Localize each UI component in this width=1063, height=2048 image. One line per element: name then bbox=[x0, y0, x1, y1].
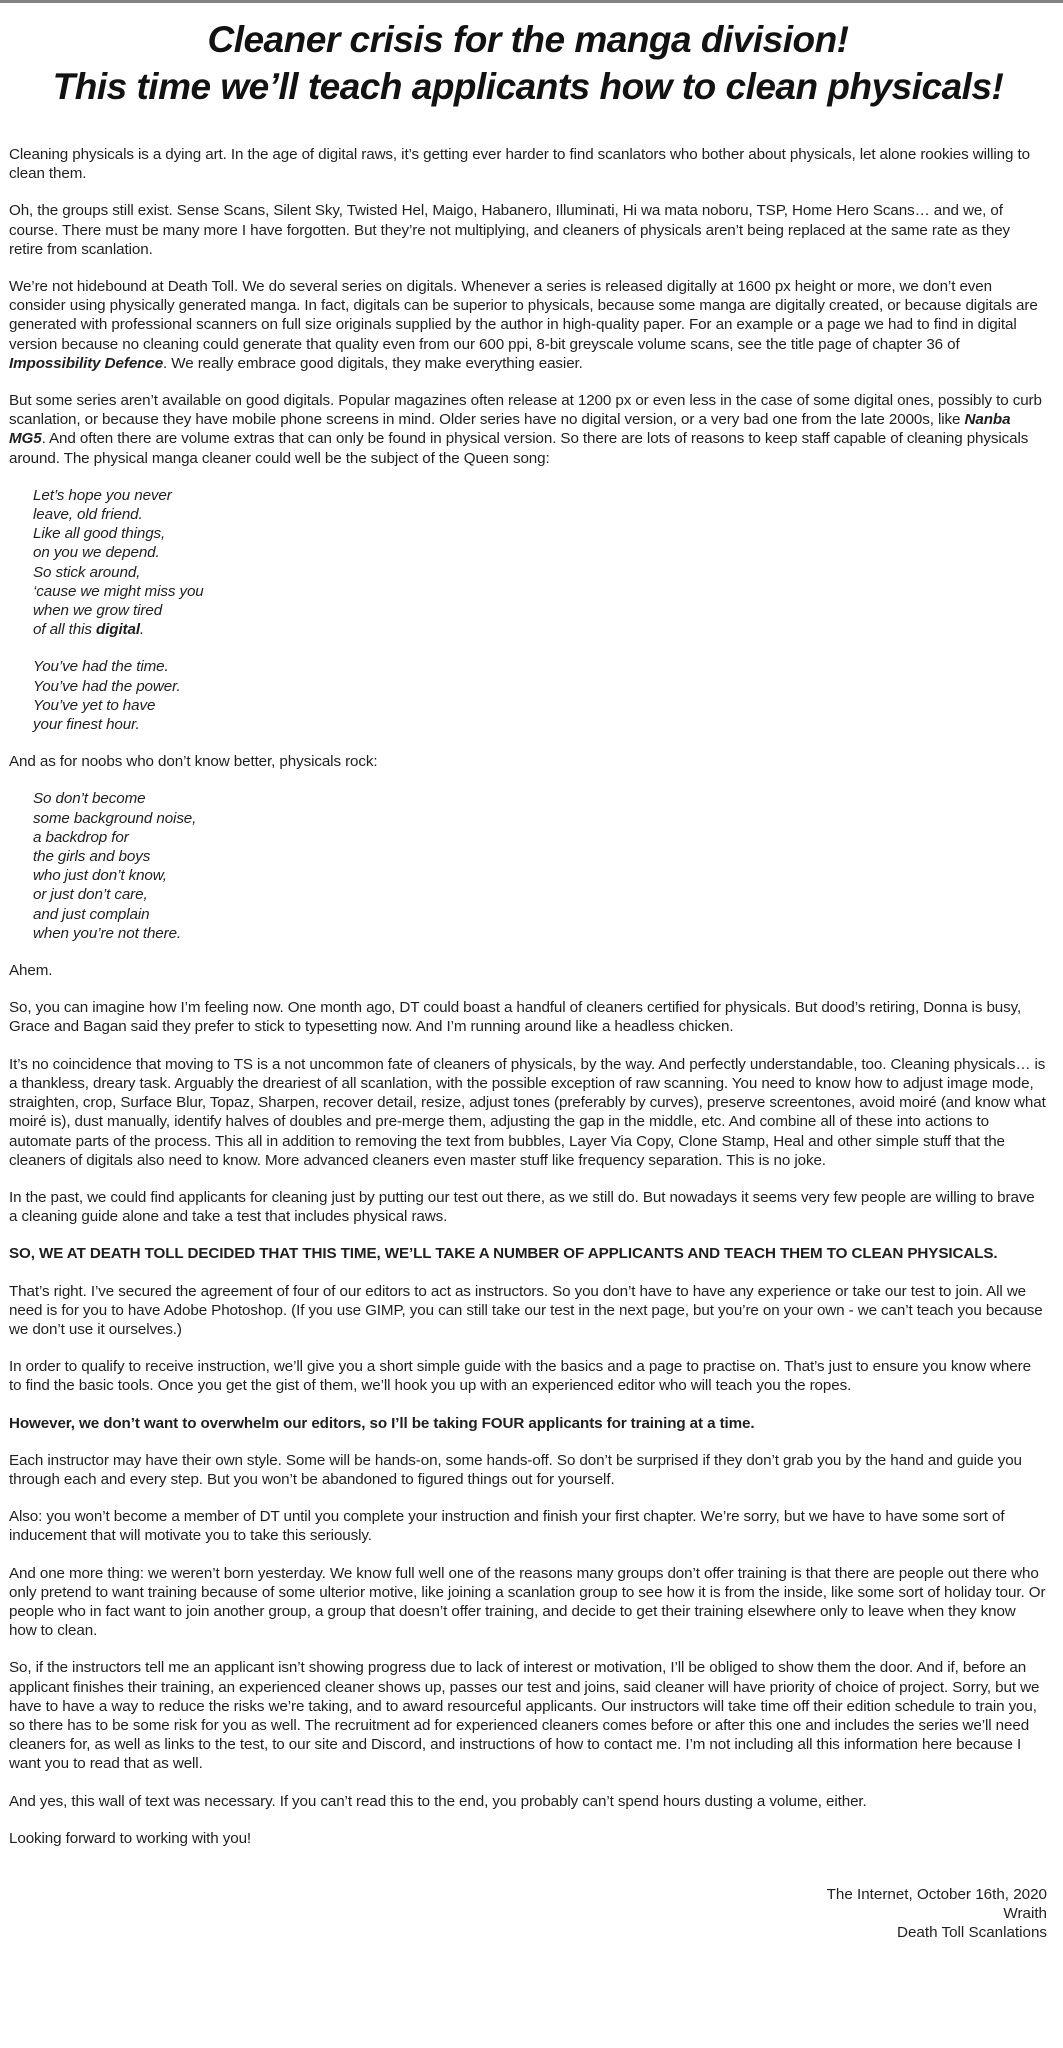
stanza-line-text-end: . bbox=[140, 621, 145, 639]
paragraph-feeling: So, you can imagine how I’m feeling now. One month ago, DT could boast a handful of cleaners certified for physicals. But dood’s retiring, Donna is busy, Grace and Bagan said they prefer to stick to typesetting now. And I’m running around like a headless chicken. bbox=[9, 999, 1022, 1036]
paragraph-risks: So, if the instructors tell me an applicant isn’t showing progress due to lack of interest or motivation, I’ll be obliged to show them the door. And if, before an applicant finishes their training, an experienced cleaner shows up, passes our test and joins, said cleaner will have priority of choice of project. Sorry, but we have to have a way to reduce the risks we’re taking, and to award resourceful applicants. Our instructors will take time off their edition schedule to train you, so there has to be some risk for you as well. The recruitment ad for experienced cleaners comes before or after this one and includes the series we’ll need cleaners for, as well as links to the test, to our site and Discord, and instructions of how to contact me. I’m not including all this information here because I want you to read that as well. bbox=[9, 1659, 1040, 1773]
stanza-line: on you we depend. bbox=[33, 544, 160, 562]
signature-group: Death Toll Scanlations bbox=[897, 1924, 1047, 1942]
signature-author: Wraith bbox=[1003, 1905, 1047, 1923]
paragraph-looking-forward: Looking forward to working with you! bbox=[9, 1829, 252, 1847]
stanza-line: So stick around, bbox=[33, 563, 141, 581]
stanza-line: when you’re not there. bbox=[33, 924, 182, 942]
stanza-line: who just don’t know, bbox=[33, 867, 167, 885]
paragraph-groups: Oh, the groups still exist. Sense Scans, Silent Sky, Twisted Hel, Maigo, Habanero, Illuminati, Hi wa mata noboru, TSP, Home Hero Scans… and we, of course. There must be many more I have forgotten. But they’re not multiplying, and cleaners of physicals aren’t being replaced at the same rate as they retire from scanlation. bbox=[9, 202, 1011, 258]
page-title bbox=[9, 17, 1047, 111]
paragraph-four-applicants: However, we don’t want to overwhelm our editors, so I’ll be taking FOUR applicants for training at a time. bbox=[9, 1414, 755, 1432]
stanza-line: your finest hour. bbox=[33, 716, 140, 734]
paragraph-one-more-thing: And one more thing: we weren’t born yesterday. We know full well one of the reasons many groups don’t offer training is that there are people out there who only pretend to want training because of some ulterior motive, like joining a scanlation group to see how it is from the inside, like some sort of holiday tour. Or people who in fact want to join another group, a group that doesn’t offer training, and decide to get their training elsewhere only to leave when they know how to clean. bbox=[9, 1564, 1046, 1640]
paragraph-noobs: And as for noobs who don’t know better, physicals rock: bbox=[9, 753, 378, 771]
paragraph-thats-right: That’s right. I’ve secured the agreement of four of our editors to act as instructors. So you don’t have to have any experience or take our test to join. All we need is for you to have Adobe Photoshop. (If you use GIMP, you can still take our test in the next page, but you’re on your own - we can’t teach you because we don’t use it ourselves.) bbox=[9, 1282, 1043, 1338]
paragraph-availability-text: But some series aren’t available on good digitals. Popular magazines often release at 1200 px or even less in the case of some digital ones, possibly to curb scanlation, or because they have mobile phone screens in mind. Older series have no digital version, or a very bad one from the late 2000s, like bbox=[9, 392, 1042, 429]
paragraph-wall-of-text: And yes, this wall of text was necessary. If you can’t read this to the end, you probably can’t spend hours dusting a volume, either. bbox=[9, 1792, 867, 1810]
paragraph-announcement: SO, WE AT DEATH TOLL DECIDED THAT THIS TIME, WE’LL TAKE A NUMBER OF APPLICANTS AND TEACH THEM TO CLEAN PHYSICALS. bbox=[9, 1245, 998, 1263]
song-quote-stanza-2 bbox=[33, 657, 1047, 734]
series-title-impossibility-defence: Impossibility Defence bbox=[9, 354, 164, 372]
stanza-line: ‘cause we might miss you bbox=[33, 582, 204, 600]
stanza-line: and just complain bbox=[33, 905, 150, 923]
stanza-line: or just don’t care, bbox=[33, 886, 148, 904]
paragraph-availability bbox=[9, 391, 1047, 468]
paragraph-ahem: Ahem. bbox=[9, 962, 53, 980]
stanza-line: when we grow tired bbox=[33, 602, 163, 620]
stanza-line: Let’s hope you never bbox=[33, 486, 172, 504]
stanza-line bbox=[33, 620, 1047, 639]
stanza-line: some background noise, bbox=[33, 809, 197, 827]
paragraph-membership: Also: you won’t become a member of DT until you complete your instruction and finish your first chapter. We’re sorry, but we have to have some sort of inducement that will motivate you to take this seriously. bbox=[9, 1508, 1005, 1545]
paragraph-hidebound bbox=[9, 277, 1047, 373]
emphasis-digital: digital bbox=[95, 621, 140, 639]
stanza-line: the girls and boys bbox=[33, 848, 151, 866]
stanza-line: a backdrop for bbox=[33, 828, 129, 846]
paragraph-hidebound-text-end: . We really embrace good digitals, they make everything easier. bbox=[163, 354, 583, 372]
stanza-line: So don’t become bbox=[33, 790, 146, 808]
paragraph-qualify: In order to qualify to receive instruction, we’ll give you a short simple guide with the basics and a page to practise on. That’s just to ensure you know where to find the basic tools. Once you get the gist of them, we’ll hook you up with an experienced editor who will teach you the ropes. bbox=[9, 1358, 1031, 1395]
song-quote-stanza-3 bbox=[33, 789, 1047, 943]
paragraph-hidebound-text: We’re not hidebound at Death Toll. We do several series on digitals. Whenever a series is released digitally at 1600 px height or more, we don’t even consider using physically generated manga. In fact, digitals can be superior to physicals, because some manga are digitally created, or because digitals are generated with professional scanners on full size originals supplied by the author in high-quality paper. For an example or a page we had to find in digital version because no cleaning could generate that quality even from our 600 ppi, 8-bit greyscale volume scans, see the title page of chapter 36 of bbox=[9, 277, 1038, 353]
page-title-line-1: Cleaner crisis for the manga division! bbox=[207, 19, 849, 60]
signature-block bbox=[9, 1885, 1047, 1943]
stanza-line: leave, old friend. bbox=[33, 506, 143, 524]
signature-date-line: The Internet, October 16th, 2020 bbox=[826, 1885, 1047, 1903]
paragraph-availability-text-end: . And often there are volume extras that can only be found in physical version. So there are lots of reasons to keep staff capable of cleaning physicals around. The physical manga cleaner could well be the subject of the Queen song: bbox=[9, 430, 1029, 467]
paragraph-coincidence: It’s no coincidence that moving to TS is a not uncommon fate of cleaners of physicals, by the way. And perfectly understandable, too. Cleaning physicals… is a thankless, dreary task. Arguably the dreariest of all scanlation, with the possible exception of raw scanning. You need to know how to adjust image mode, straighten, crop, Surface Blur, Topaz, Sharpen, recover detail, resize, adjust tones (preferably by curves), preserve screentones, avoid moiré (and know what moiré is), dust manually, identify halves of doubles and pre-merge them, adjusting the gap in the middle, etc. And combine all of these into actions to automate parts of the process. This all in addition to removing the text from bubbles, Layer Via Copy, Clone Stamp, Heal and other simple stuff that the cleaners of digitals also need to know. More advanced cleaners even master stuff like frequency separation. This is no joke. bbox=[9, 1055, 1046, 1169]
paragraph-intro: Cleaning physicals is a dying art. In the age of digital raws, it’s getting ever harder to find scanlators who bother about physicals, let alone rookies willing to clean them. bbox=[9, 145, 1030, 183]
paragraph-past: In the past, we could find applicants for cleaning just by putting our test out there, as we still do. But nowadays it seems very few people are willing to brave a cleaning guide alone and take a test that includes physical raws. bbox=[9, 1188, 1035, 1226]
song-quote-stanza-1 bbox=[33, 486, 1047, 640]
series-title-nanba-mg5: Nanba MG5 bbox=[9, 411, 1011, 448]
stanza-line: You’ve yet to have bbox=[33, 696, 156, 714]
stanza-line: You’ve had the time. bbox=[33, 658, 169, 676]
stanza-line: Like all good things, bbox=[33, 525, 166, 543]
stanza-line: You’ve had the power. bbox=[33, 677, 181, 695]
paragraph-instructor-style: Each instructor may have their own style. Some will be hands-on, some hands-off. So don’t be surprised if they don’t grab you by the hand and guide you through each and every step. But you won’t be abandoned to figured things out for yourself. bbox=[9, 1451, 1022, 1488]
page-title-line-2: This time we’ll teach applicants how to clean physicals! bbox=[52, 65, 1004, 107]
stanza-line-text: of all this bbox=[33, 621, 96, 639]
recruitment-announcement-document bbox=[0, 3, 1063, 1949]
